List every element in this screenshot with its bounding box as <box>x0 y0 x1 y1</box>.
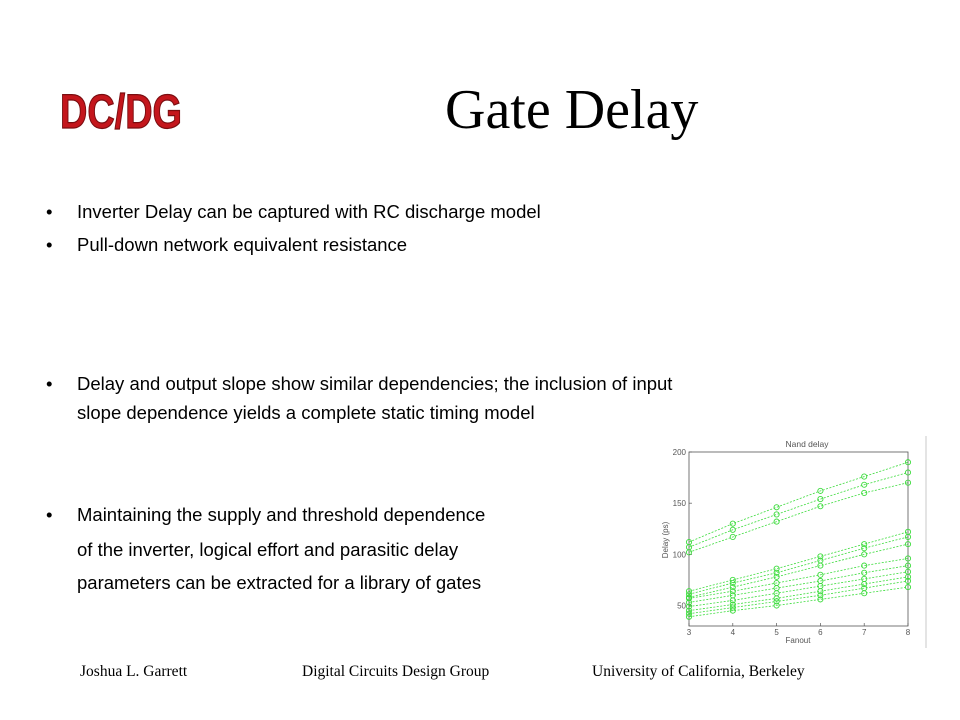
x-tick-label: 6 <box>818 628 823 637</box>
y-tick-label: 150 <box>672 499 686 509</box>
dcdg-logo <box>58 82 186 138</box>
bullet-text: Inverter Delay can be captured with RC discharge model <box>77 201 541 222</box>
chart-x-axis-label: Fanout <box>785 636 811 645</box>
footer-group: Digital Circuits Design Group <box>302 663 490 680</box>
bullet-marker: • <box>46 201 53 222</box>
bullet-continuation: slope dependence yields a complete static timing model <box>77 402 535 423</box>
bullet-text: Delay and output slope show similar dependencies; the inclusion of input <box>77 373 673 394</box>
bullet-marker: • <box>46 373 53 394</box>
bullet-text: Pull-down network equivalent resistance <box>77 234 408 255</box>
nand-delay-chart <box>652 436 929 648</box>
y-tick-label: 50 <box>677 601 686 611</box>
x-tick-label: 4 <box>730 628 736 637</box>
logo-lettering: DC/DG <box>60 86 182 139</box>
x-tick-label: 3 <box>686 628 692 637</box>
x-tick-label: 7 <box>861 628 867 637</box>
bullet-marker: • <box>46 234 53 255</box>
bullet-text: Maintaining the supply and threshold dependence <box>77 504 486 525</box>
bullet-marker: • <box>46 504 53 525</box>
chart-title: Nand delay <box>785 439 829 449</box>
bullet-continuation: of the inverter, logical effort and parasitic delay <box>77 539 459 560</box>
chart-y-axis-label: Delay (ps) <box>661 521 670 559</box>
y-tick-label: 100 <box>672 550 686 560</box>
y-tick-label: 200 <box>672 448 686 457</box>
footer-university: University of California, Berkeley <box>592 663 805 680</box>
slide-title: Gate Delay <box>445 79 699 141</box>
footer-author: Joshua L. Garrett <box>80 663 188 680</box>
x-tick-label: 5 <box>774 628 779 637</box>
bullet-continuation: parameters can be extracted for a library of gates <box>77 572 482 593</box>
x-tick-label: 8 <box>905 628 911 637</box>
